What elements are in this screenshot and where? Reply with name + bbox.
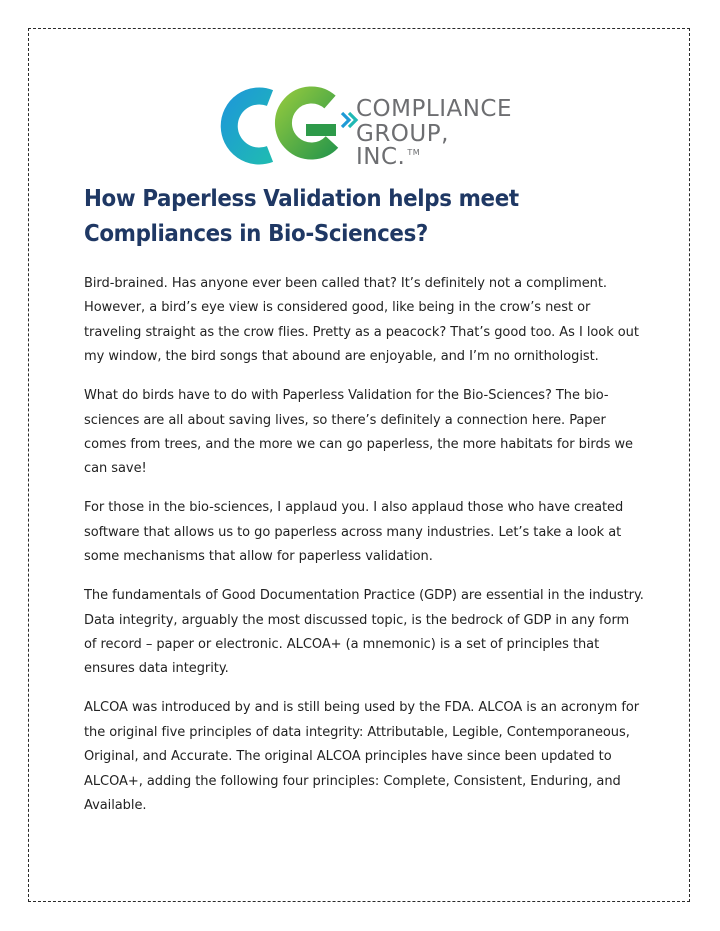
logo-wordmark [356, 98, 518, 169]
logo-line-company: COMPLIANCE [356, 96, 513, 122]
logo-line-group [356, 123, 518, 169]
document-title: How Paperless Validation helps meet Compliances in Bio-Sciences? [84, 186, 519, 247]
paragraph: ALCOA was introduced by and is still being used by the FDA. ALCOA is an acronym for the original five principles of data integrity: Attributable, Legible, Contemporaneous, Original, and Accurate. The original ALCOA principles have since been updated to ALCOA+, adding the following four principles: Complete, Consistent, Enduring, and Available. [84, 700, 640, 814]
paragraph: What do birds have to do with Paperless Validation for the Bio-Sciences? The bio-sciences are all about saving lives, so there’s definitely a connection here. Paper comes from trees, and the more we can go paperless, the more habitats for birds we can save! [84, 388, 634, 477]
paragraph: The fundamentals of Good Documentation Practice (GDP) are essential in the industry. Data integrity, arguably the most discussed topic, is the bedrock of GDP in any form of record – paper or electronic. ALCOA+ (a mnemonic) is a set of principles that ensures data integrity. [84, 588, 644, 677]
trademark-mark: TM [407, 148, 421, 157]
paragraph: For those in the bio-sciences, I applaud you. I also applaud those who have created software that allows us to go paperless across many industries. Let’s take a look at some mechanisms that allow for paperless validation. [84, 500, 624, 565]
logo-line-group-text: GROUP, INC. [356, 121, 449, 170]
document-body [84, 272, 644, 833]
compliance-group-logo [208, 80, 518, 172]
paragraph: Bird-brained. Has anyone ever been called that? It’s definitely not a compliment. However, a bird’s eye view is considered good, like being in the crow’s nest or traveling straight as the crow flies. Pretty as a peacock? That’s good too. As I look out my window, the bird songs that abound are enjoyable, and I’m no ornithologist. [84, 276, 639, 365]
